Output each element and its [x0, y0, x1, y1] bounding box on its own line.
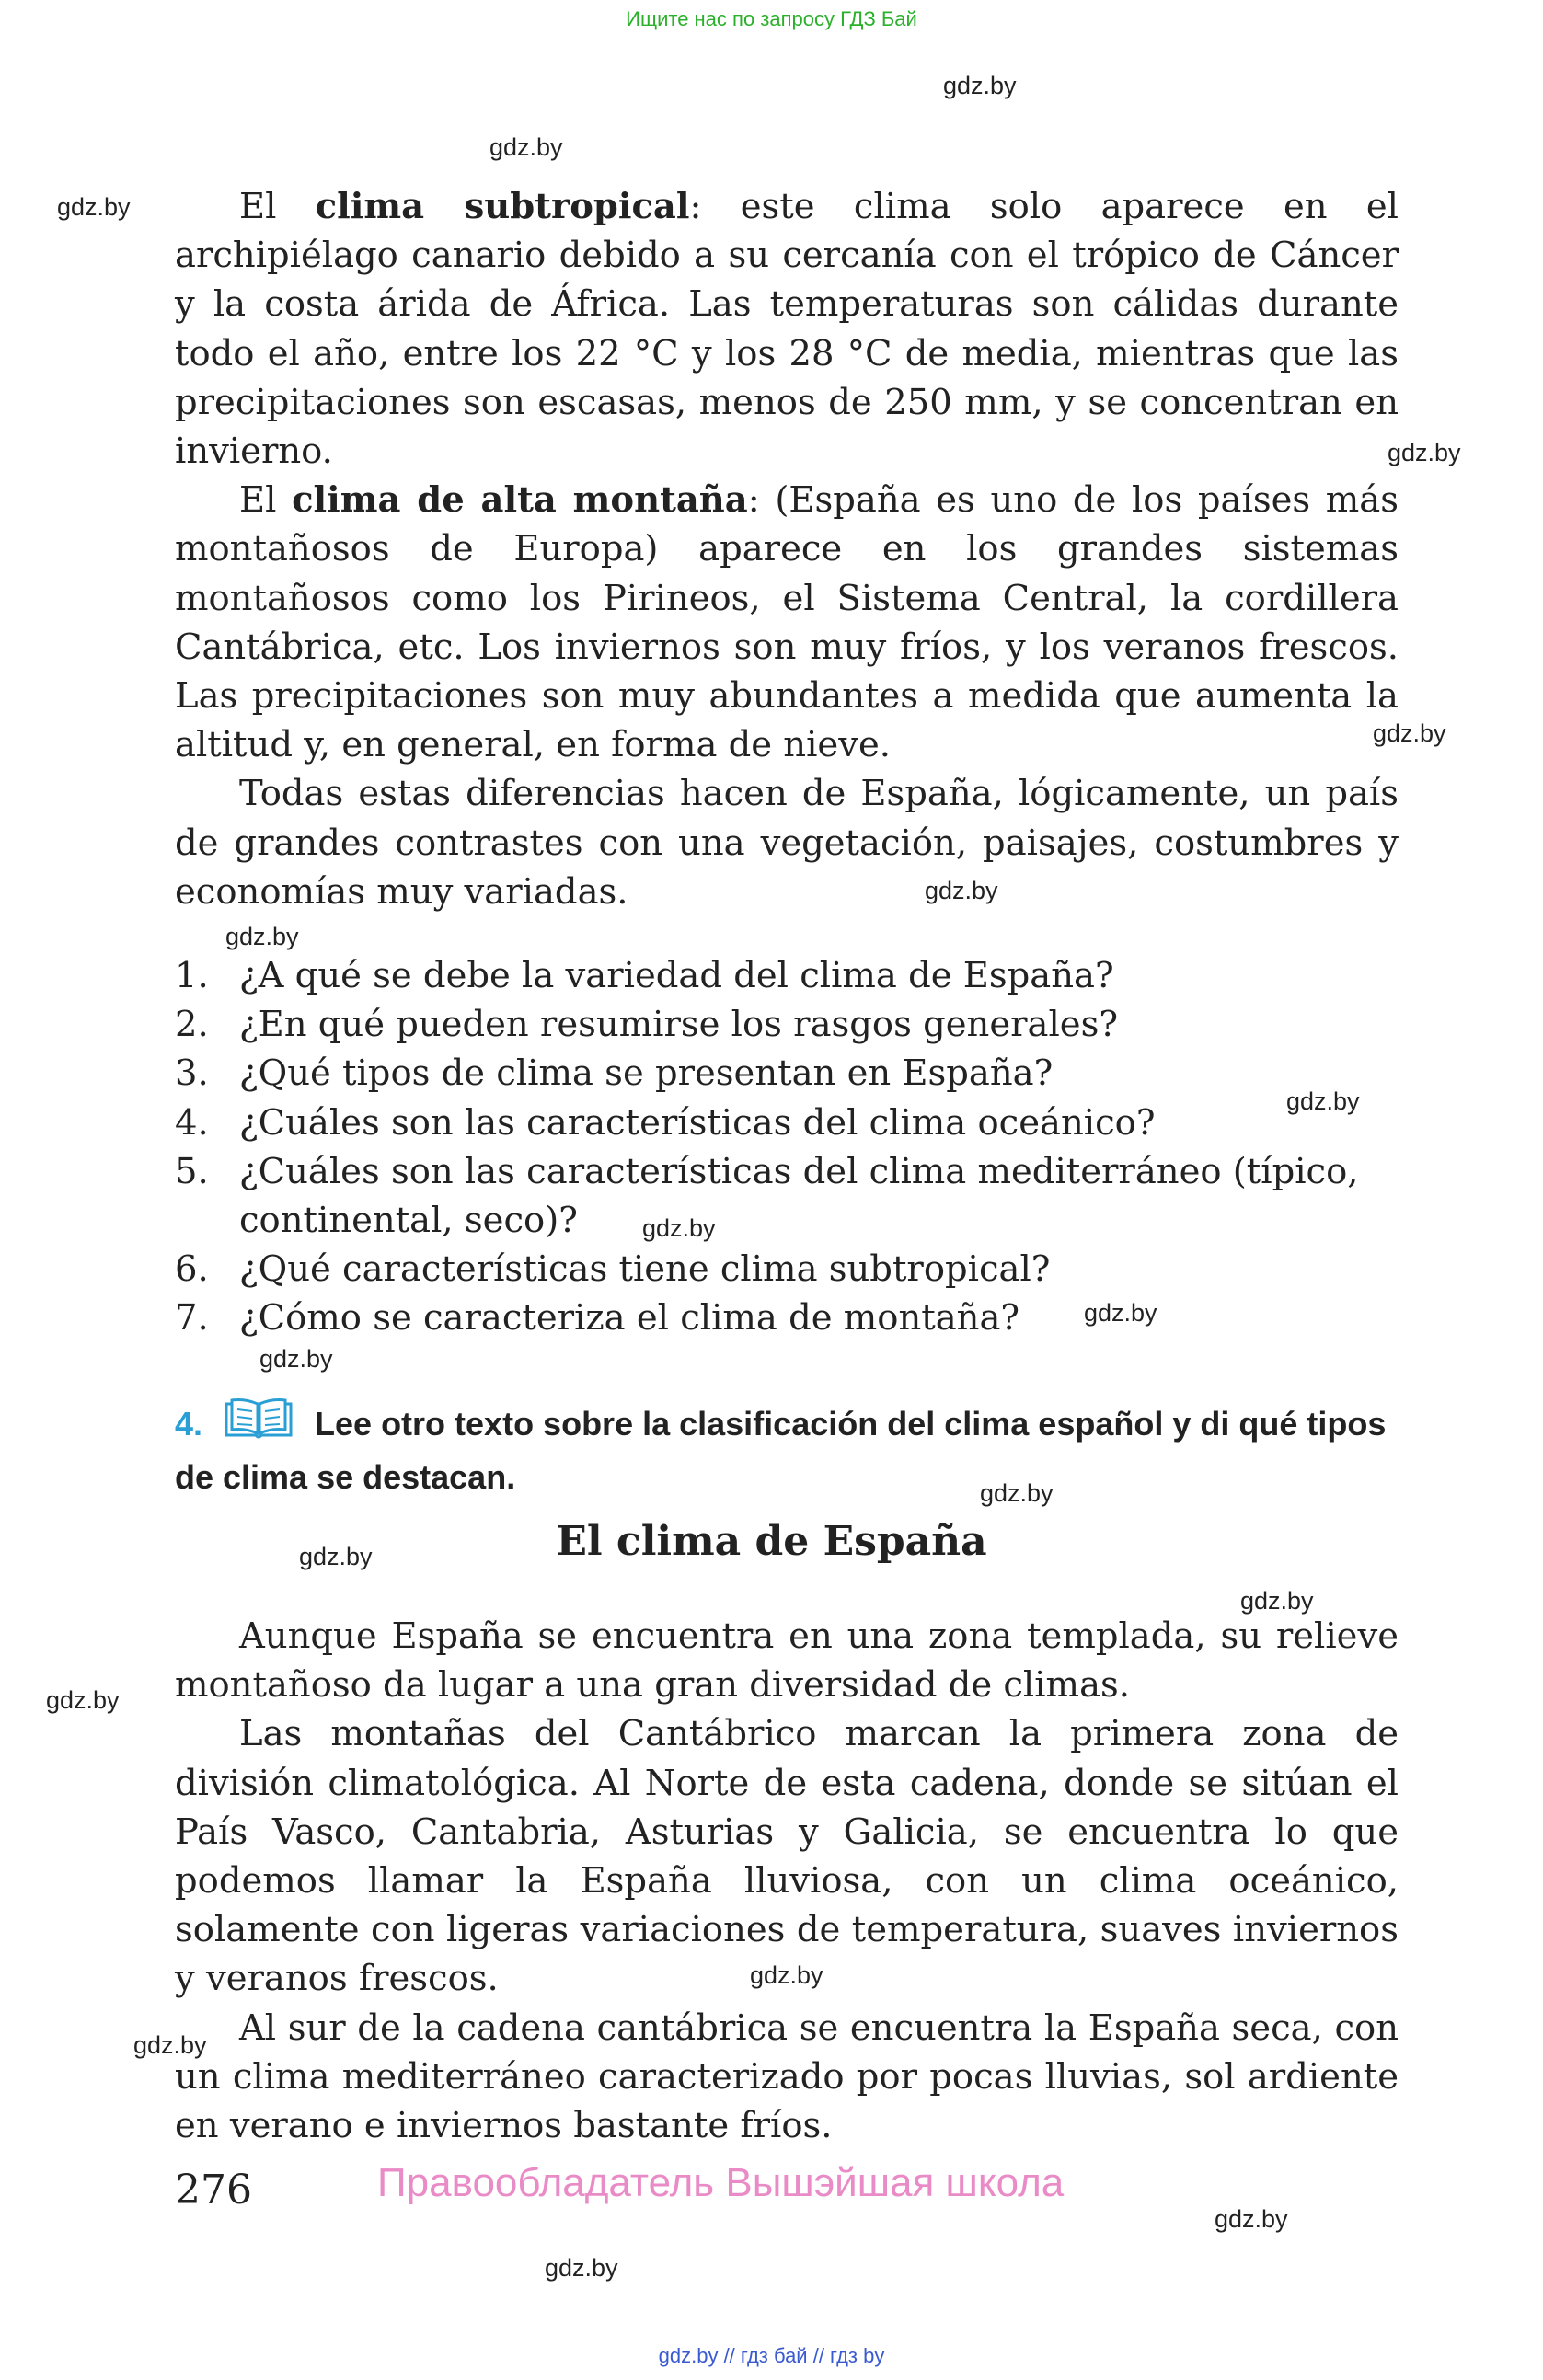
list-item: 3. ¿Qué tipos de clima se presentan en España?: [175, 1052, 1054, 1095]
top-banner: Ищите нас по запросу ГДЗ Бай: [626, 7, 917, 30]
footer-links: gdz.by // гдз бай // гдз by: [658, 2344, 885, 2367]
watermark: gdz.by: [545, 2254, 618, 2282]
task-number: 4.: [175, 1405, 203, 1443]
watermark: gdz.by: [133, 2031, 207, 2059]
page-number: 276: [175, 2167, 252, 2213]
watermark: gdz.by: [46, 1686, 120, 1714]
watermark: gdz.by: [642, 1214, 716, 1242]
list-item: 6. ¿Qué características tiene clima subtropical?: [175, 1248, 1051, 1291]
watermark: gdz.by: [750, 1961, 823, 1989]
bottom-text-block: [175, 1612, 1399, 2150]
open-book-icon: [223, 1397, 294, 1454]
watermark: gdz.by: [57, 193, 131, 221]
watermark: gdz.by: [259, 1345, 333, 1373]
watermark: gdz.by: [925, 877, 998, 904]
watermark: gdz.by: [1215, 2205, 1288, 2233]
list-item: 1. ¿A qué se debe la variedad del clima de España?: [175, 955, 1114, 996]
paragraph: Al sur de la cadena cantábrica se encuentra la España seca, con un clima mediterráneo caracterizado por pocas lluvias, sol ardiente en verano e inviernos bastante fríos.: [175, 2006, 1399, 2147]
watermark: gdz.by: [1240, 1587, 1314, 1615]
watermark: gdz.by: [1286, 1087, 1360, 1115]
list-item: 4. ¿Cuáles son las características del clima oceánico?: [175, 1101, 1156, 1144]
question-list: [175, 951, 1408, 1343]
task-instruction: [175, 1397, 1399, 1501]
list-item: 5. ¿Cuáles son las características del clima mediterráneo (típico, continental, seco)?: [175, 1150, 1359, 1242]
list-item: 2. ¿En qué pueden resumirse los rasgos generales?: [175, 1004, 1118, 1046]
task-text: Lee otro texto sobre la clasificación del clima español y di qué tipos de clima se destacan.: [175, 1405, 1387, 1496]
watermark: gdz.by: [489, 133, 563, 161]
paragraph-subtropical: El clima subtropical: este clima solo aparece en el archipiélago canario debido a su cercanía con el trópico de Cáncer y la costa árida de África. Las temperaturas son cálidas durante todo el año, entre los 22 °C y los 28 °C de media, mientras que las precipitaciones son escasas, menos de 250 mm, y se concentran en invierno.: [175, 186, 1399, 473]
paragraph-conclusion: Todas estas diferencias hacen de España, lógicamente, un país de grandes contrastes con una vegetación, paisajes, costumbres y economías muy variadas.: [175, 773, 1399, 913]
watermark: gdz.by: [225, 923, 299, 950]
list-item: 7. ¿Cómo se caracteriza el clima de montaña?: [175, 1297, 1020, 1339]
top-text-block: [175, 182, 1399, 916]
watermark: gdz.by: [1084, 1299, 1157, 1327]
watermark: gdz.by: [1388, 439, 1461, 466]
paragraph: Aunque España se encuentra en una zona templada, su relieve montañoso da lugar a una gran diversidad de climas.: [175, 1615, 1399, 1707]
watermark: gdz.by: [980, 1479, 1054, 1507]
watermark: gdz.by: [299, 1543, 373, 1570]
rights-holder: Правообладатель Вышэйшая школа: [377, 2160, 1065, 2205]
paragraph: Las montañas del Cantábrico marcan la primera zona de división climatológica. Al Norte de esta cadena, donde se sitúan el País Vasco, Cantabria, Asturias y Galicia, se encuentra lo que podemos llamar la España lluviosa, con un clima oceánico, solamente con ligeras variaciones de temperatura, suaves inviernos y veranos frescos.: [175, 1713, 1399, 2000]
watermark: gdz.by: [943, 72, 1017, 99]
watermark: gdz.by: [1373, 719, 1446, 747]
section-title: El clima de España: [556, 1518, 987, 1565]
paragraph-alta-montana: El clima de alta montaña: (España es uno de los países más montañosos de Europa) aparece en los grandes sistemas montañosos como los Pirineos, el Sistema Central, la cordillera Cantábrica, etc. Los inviernos son muy fríos, y los veranos frescos. Las precipitaciones son muy abundantes a medida que aumenta la altitud y, en general, en forma de nieve.: [175, 479, 1399, 766]
